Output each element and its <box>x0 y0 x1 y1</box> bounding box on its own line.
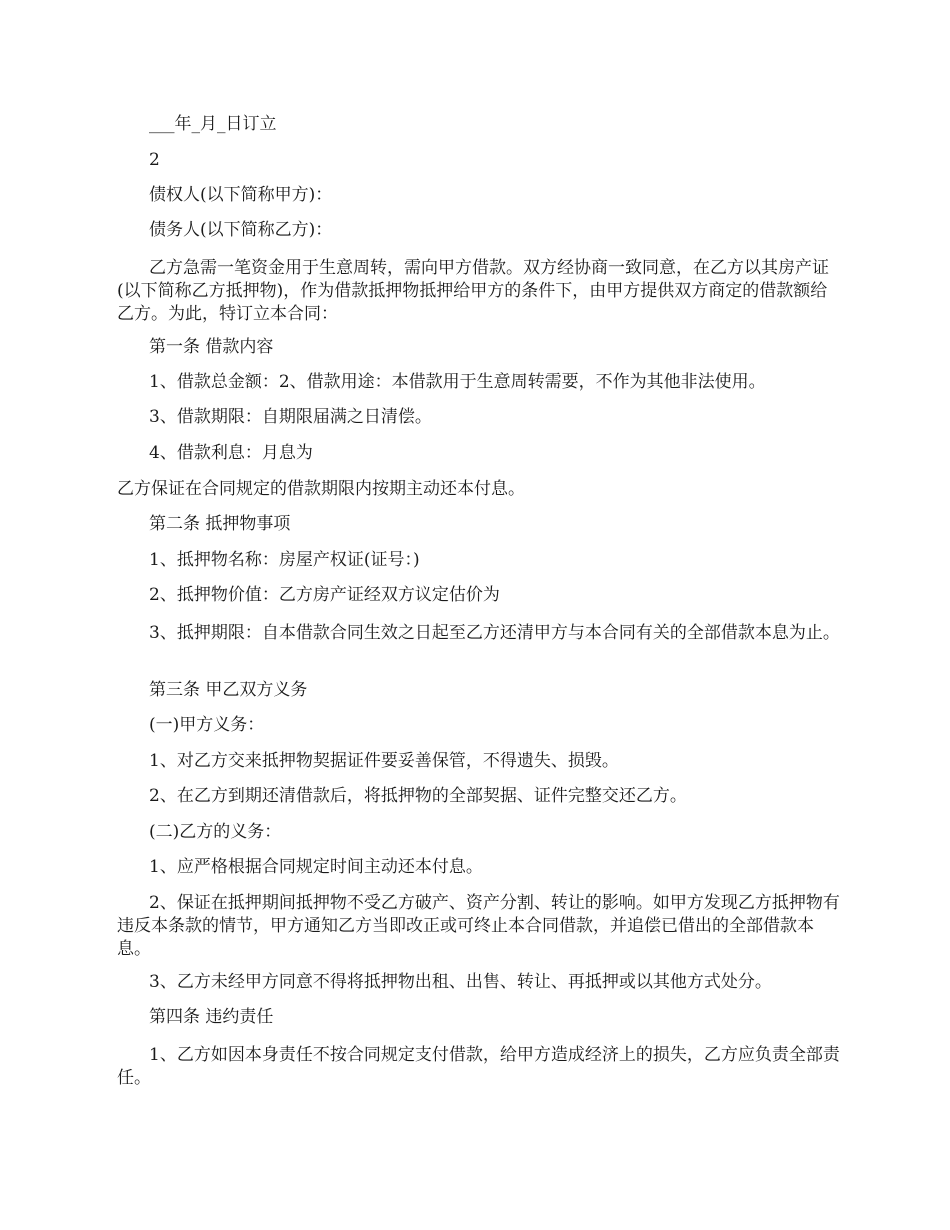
party-b-duty-2: 2、保证在抵押期间抵押物不受乙方破产、资产分割、转让的影响。如甲方发现乙方抵押物有违反本条款的情节，甲方通知乙方当即改正或可终止本合同借款，并追偿已借出的全部借款本息。 <box>117 893 840 959</box>
clause-2-1: 1、抵押物名称：房屋产权证(证号：) <box>149 550 420 570</box>
party-a-duty-1: 1、对乙方交来抵押物契据证件要妥善保管，不得遗失、损毁。 <box>149 751 619 771</box>
party-b-duty-3: 3、乙方未经甲方同意不得将抵押物出租、出售、转让、再抵押或以其他方式处分。 <box>149 972 772 992</box>
page-number: 2 <box>149 150 160 170</box>
document-page <box>117 0 841 1230</box>
debtor-line: 债务人(以下简称乙方)： <box>149 220 333 240</box>
party-b-duties-heading: (二)乙方的义务： <box>149 822 282 842</box>
creditor-line: 债权人(以下简称甲方)： <box>149 185 333 205</box>
clause-1-3: 3、借款期限：自期限届满之日清偿。 <box>149 407 432 427</box>
article-4-heading: 第四条 违约责任 <box>149 1007 274 1027</box>
article-2-heading: 第二条 抵押物事项 <box>149 514 291 534</box>
clause-2-2: 2、抵押物价值：乙方房产证经双方议定估价为 <box>149 585 500 605</box>
contract-date-line: ___年_月_日订立 <box>149 114 277 134</box>
clause-1-1: 1、借款总金额：2、借款用途：本借款用于生意周转需要，不作为其他非法使用。 <box>149 372 766 392</box>
clause-1-4: 4、借款利息：月息为 <box>149 443 313 463</box>
article-1-heading: 第一条 借款内容 <box>149 337 274 357</box>
clause-2-3: 3、抵押期限：自本借款合同生效之日起至乙方还清甲方与本合同有关的全部借款本息为止。 <box>149 623 840 643</box>
preamble-paragraph: 乙方急需一笔资金用于生意周转，需向甲方借款。双方经协商一致同意，在乙方以其房产证(以下简称乙方抵押物)，作为借款抵押物抵押给甲方的条件下，由甲方提供双方商定的借款额给乙方。为此，特订立本合同： <box>117 258 829 324</box>
party-b-duty-1: 1、应严格根据合同规定时间主动还本付息。 <box>149 857 483 877</box>
repayment-guarantee: 乙方保证在合同规定的借款期限内按期主动还本付息。 <box>117 479 525 499</box>
party-a-duty-2: 2、在乙方到期还清借款后，将抵押物的全部契据、证件完整交还乙方。 <box>149 786 687 806</box>
clause-4-1: 1、乙方如因本身责任不按合同规定支付借款，给甲方造成经济上的损失，乙方应负责全部责任。 <box>117 1045 840 1088</box>
article-3-heading: 第三条 甲乙双方义务 <box>149 680 308 700</box>
party-a-duties-heading: (一)甲方义务： <box>149 715 265 735</box>
